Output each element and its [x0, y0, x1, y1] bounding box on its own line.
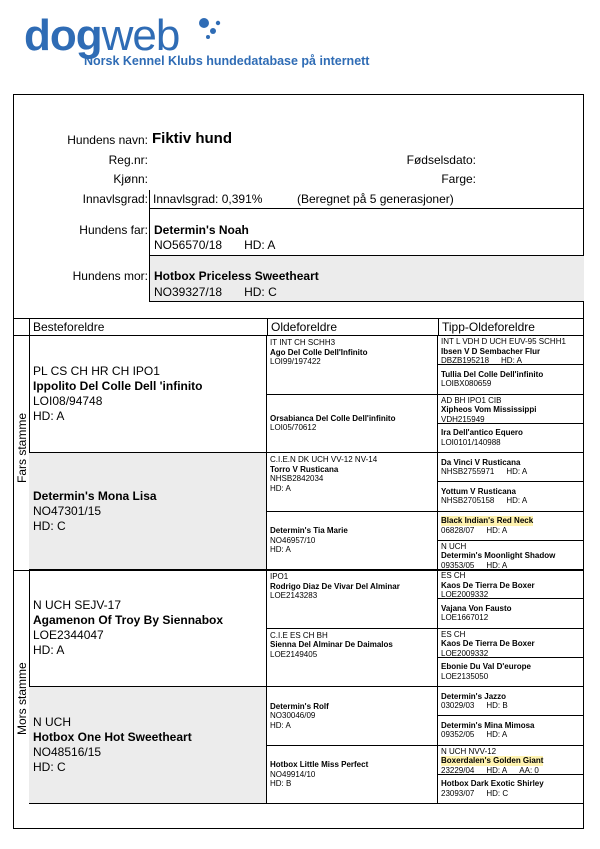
- grandparent-name[interactable]: Agamenon Of Troy By Siennabox: [33, 613, 224, 627]
- father-name[interactable]: Determin's Noah: [154, 223, 249, 237]
- great-great-grandparent-reg-line: [441, 649, 581, 658]
- aa-value: AA: 0: [519, 765, 539, 775]
- great-grandparent-name[interactable]: Determin's Tia Marie: [270, 526, 348, 535]
- grandparent-name[interactable]: Ippolito Del Colle Dell 'infinito: [33, 379, 203, 393]
- grandparent-cell[interactable]: [29, 453, 267, 570]
- great-grandparent-reg: LOE2149405: [270, 649, 318, 659]
- great-grandparent-cell[interactable]: [267, 629, 438, 688]
- great-great-grandparent-name[interactable]: Boxerdalen's Golden Giant: [441, 756, 544, 765]
- great-great-grandparent-name[interactable]: Ibsen V D Sembacher Flur: [441, 346, 541, 356]
- great-great-grandparent-reg-line: [441, 415, 581, 424]
- grandparent-title: PL CS CH HR CH IPO1: [33, 364, 160, 378]
- great-great-grandparent-name[interactable]: Determin's Jazzo: [441, 691, 507, 701]
- great-great-grandparent-reg-line: [441, 561, 581, 570]
- header-divider: [29, 318, 30, 336]
- hd-value: HD: B: [486, 701, 508, 711]
- great-great-grandparent-reg-line: [441, 730, 581, 740]
- great-grandparent-cell[interactable]: [267, 687, 438, 746]
- great-great-grandparent-cell[interactable]: [438, 453, 584, 482]
- great-great-grandparent-reg-line: [441, 467, 581, 477]
- great-grandparent-name[interactable]: Hotbox Little Miss Perfect: [270, 760, 369, 769]
- great-great-grandparent-reg-line: [441, 613, 581, 623]
- mother-reg-line: [154, 285, 277, 299]
- color-label: Farge:: [441, 172, 476, 186]
- reg-value: LOE2009332: [441, 648, 489, 658]
- great-grandparent-cell[interactable]: [267, 395, 438, 454]
- header-divider: [438, 318, 439, 336]
- mother-label: Hundens mor:: [72, 269, 148, 283]
- reg-value: NHSB2705158: [441, 496, 495, 506]
- dog-name: Fiktiv hund: [152, 130, 232, 147]
- grandparent-cell[interactable]: [29, 336, 267, 453]
- great-great-grandparent-cell[interactable]: [438, 629, 584, 658]
- great-grandparent-reg: NO46957/10: [270, 535, 316, 545]
- hd-value: HD: C: [486, 788, 509, 798]
- great-great-grandparent-reg-line: [441, 701, 581, 711]
- great-great-grandparent-cell[interactable]: [438, 687, 584, 716]
- reg-value: LOE2009332: [441, 590, 489, 599]
- grandparent-reg: NO48516/15: [33, 745, 102, 759]
- inbreeding-value: Innavlsgrad: 0,391%: [153, 192, 263, 206]
- hd-value: HD: A: [486, 765, 508, 775]
- great-great-grandparent-cell[interactable]: [438, 541, 584, 570]
- reg-value: NHSB2755971: [441, 467, 495, 477]
- hd-value: HD: A: [486, 525, 508, 535]
- great-great-grandparent-name[interactable]: Hotbox Dark Exotic Shirley: [441, 779, 544, 789]
- great-grandparent-hd: HD: A: [270, 483, 291, 493]
- great-great-grandparent-cell[interactable]: [438, 570, 584, 599]
- great-great-grandparent-name[interactable]: Determin's Moonlight Shadow: [441, 551, 556, 561]
- great-great-grandparent-title: N UCH: [441, 541, 467, 551]
- reg-value: LOIBX080659: [441, 379, 492, 389]
- great-great-grandparent-cell[interactable]: [438, 716, 584, 745]
- mother-box[interactable]: [149, 255, 584, 302]
- reg-value: 09353/05: [441, 560, 475, 570]
- great-great-grandparent-cell[interactable]: [438, 395, 584, 424]
- grandparent-reg: LOE2344047: [33, 628, 104, 642]
- great-great-grandparent-reg-line: [441, 438, 581, 448]
- reg-value: VDH215949: [441, 414, 485, 424]
- great-great-grandparent-cell[interactable]: [438, 365, 584, 394]
- reg-value: LOI0101/140988: [441, 437, 501, 447]
- great-great-grandparent-title: ES CH: [441, 629, 466, 639]
- great-great-grandparent-name[interactable]: Black Indian's Red Neck: [441, 516, 534, 526]
- father-reg-line: [154, 238, 275, 252]
- great-great-grandparent-title: INT L VDH D UCH EUV-95 SCHH1: [441, 337, 566, 346]
- logo-wordmark: [24, 11, 180, 60]
- fars-stamme-label: Fars stamme: [15, 412, 29, 483]
- reg-value: 03029/03: [441, 701, 475, 711]
- great-grandparent-reg: LOI05/70612: [270, 423, 317, 433]
- grandparent-hd: HD: C: [33, 760, 66, 774]
- great-grandparent-name[interactable]: Sienna Del Alminar De Daimalos: [270, 640, 393, 649]
- hd-value: HD: A: [486, 560, 508, 570]
- inbreed-divider: [149, 190, 150, 209]
- logo-word-dog: dog: [24, 11, 102, 60]
- grandparent-hd: HD: A: [33, 409, 65, 423]
- header-divider: [267, 318, 268, 336]
- great-great-grandparent-cell[interactable]: [438, 775, 584, 804]
- great-grandparent-reg: LOE2143283: [270, 591, 318, 600]
- great-grandparent-reg: NO49914/10: [270, 769, 316, 779]
- great-great-grandparent-title: AD BH IPO1 CIB: [441, 395, 502, 405]
- dog-name-label: Hundens navn:: [67, 133, 148, 147]
- hd-value: HD: A: [486, 730, 508, 740]
- father-box[interactable]: [149, 208, 584, 256]
- mother-hd: HD: C: [244, 285, 277, 299]
- great-great-grandparent-reg-line: [441, 672, 581, 682]
- inbreeding-note: (Beregnet på 5 generasjoner): [297, 192, 454, 206]
- great-grandparent-name[interactable]: Rodrigo Diaz De Vivar Del Alminar: [270, 581, 400, 591]
- reg-label: Reg.nr:: [108, 153, 148, 167]
- reg-value: 06828/07: [441, 525, 475, 535]
- grandparent-name[interactable]: Determin's Mona Lisa: [33, 488, 157, 503]
- reg-value: 23093/07: [441, 788, 475, 798]
- great-great-grandparent-cell[interactable]: [438, 512, 584, 541]
- great-grandparent-cell[interactable]: [267, 512, 438, 571]
- header-grandparents: Besteforeldre: [33, 320, 105, 334]
- great-great-grandparent-cell[interactable]: [438, 746, 584, 775]
- mother-name[interactable]: Hotbox Priceless Sweetheart: [154, 269, 319, 283]
- great-grandparent-reg: NO30046/09: [270, 711, 316, 720]
- great-great-grandparent-reg-line: [441, 356, 581, 365]
- grandparent-reg: NO47301/15: [33, 503, 102, 518]
- great-grandparent-title: C.I.E ES CH BH: [270, 630, 328, 640]
- great-great-grandparent-reg-line: [441, 496, 581, 506]
- grandparent-title: N UCH: [33, 715, 71, 729]
- grandparent-cell[interactable]: [29, 570, 267, 687]
- father-reg: NO56570/18: [154, 238, 223, 252]
- great-great-grandparent-cell[interactable]: [438, 599, 584, 628]
- birth-date-label: Fødselsdato:: [406, 153, 476, 167]
- header-great-grandparents: Oldeforeldre: [271, 320, 338, 334]
- logo-tagline: Norsk Kennel Klubs hundedatabase på internett: [84, 54, 370, 68]
- father-label: Hundens far:: [79, 223, 148, 237]
- great-great-grandparent-cell[interactable]: [438, 424, 584, 453]
- reg-value: LOE1667012: [441, 613, 489, 623]
- logo-word-web: web: [101, 11, 180, 60]
- great-great-grandparent-name[interactable]: Tullia Del Colle Dell'infinito: [441, 369, 544, 379]
- great-great-grandparent-name[interactable]: Xipheos Vom Mississippi: [441, 405, 537, 414]
- great-great-grandparent-name[interactable]: Vajana Von Fausto: [441, 603, 512, 613]
- great-great-grandparent-reg-line: [441, 766, 581, 775]
- reg-value: 09352/05: [441, 730, 475, 740]
- great-grandparent-cell[interactable]: [267, 746, 438, 805]
- mother-reg: NO39327/18: [154, 285, 223, 299]
- great-great-grandparent-name[interactable]: Ebonie Du Val D'europe: [441, 662, 531, 672]
- inbreeding-label: Innavlsgrad:: [82, 192, 148, 206]
- great-grandparent-reg: NHSB2842034: [270, 474, 324, 483]
- grandparent-hd: HD: A: [33, 643, 65, 657]
- great-grandparent-hd: HD: A: [270, 545, 291, 554]
- great-great-grandparent-reg-line: [441, 379, 581, 389]
- great-grandparent-cell[interactable]: [267, 336, 438, 395]
- great-grandparent-name[interactable]: Determin's Rolf: [270, 701, 329, 711]
- great-great-grandparent-cell[interactable]: [438, 482, 584, 511]
- great-great-grandparent-name[interactable]: Ira Dell'antico Equero: [441, 428, 523, 438]
- great-grandparent-cell[interactable]: [267, 453, 438, 512]
- great-great-grandparent-title: ES CH: [441, 571, 466, 580]
- reg-value: LOE2135050: [441, 671, 489, 681]
- great-great-grandparent-name[interactable]: Yottum V Rusticana: [441, 486, 516, 496]
- great-grandparent-name[interactable]: Orsabianca Del Colle Dell'infinito: [270, 413, 396, 423]
- great-grandparent-name[interactable]: Torro V Rusticana: [270, 464, 339, 474]
- hd-value: HD: A: [501, 356, 522, 365]
- great-grandparent-title: IT INT CH SCHH3: [270, 338, 336, 347]
- hd-value: HD: A: [506, 496, 528, 506]
- dogweb-logo[interactable]: [24, 11, 444, 74]
- great-grandparent-title: C.I.E.N DK UCH VV-12 NV-14: [270, 455, 378, 464]
- sex-label: Kjønn:: [113, 172, 148, 186]
- great-great-grandparent-cell[interactable]: [438, 336, 584, 365]
- great-great-grandparent-title: N UCH NVV-12: [441, 746, 497, 756]
- father-hd: HD: A: [244, 238, 276, 252]
- pedigree-table: [13, 318, 584, 804]
- great-great-grandparent-name[interactable]: Kaos De Tierra De Boxer: [441, 580, 535, 590]
- great-grandparent-reg: LOI99/197422: [270, 357, 321, 366]
- great-great-grandparent-cell[interactable]: [438, 658, 584, 687]
- grandparent-cell[interactable]: [29, 687, 267, 804]
- mors-stamme-label: Mors stamme: [15, 662, 29, 735]
- great-grandparent-name[interactable]: Ago Del Colle Dell'Infinito: [270, 347, 368, 357]
- great-grandparent-cell[interactable]: [267, 570, 438, 629]
- grandparent-reg: LOI08/94748: [33, 394, 103, 408]
- grandparent-title: N UCH SEJV-17: [33, 598, 122, 612]
- grandparent-hd: HD: C: [33, 518, 66, 533]
- reg-value: DBZB195218: [441, 356, 490, 365]
- hd-value: HD: A: [506, 467, 528, 477]
- great-great-grandparent-name[interactable]: Determin's Mina Mimosa: [441, 720, 535, 730]
- great-great-grandparent-reg-line: [441, 590, 581, 599]
- logo-dots-icon: [194, 14, 244, 54]
- header-great-great-grandparents: Tipp-Oldeforeldre: [442, 320, 535, 334]
- grandparent-name[interactable]: Hotbox One Hot Sweetheart: [33, 730, 192, 744]
- great-great-grandparent-name[interactable]: Da Vinci V Rusticana: [441, 457, 521, 467]
- great-great-grandparent-name[interactable]: Kaos De Tierra De Boxer: [441, 639, 535, 648]
- great-great-grandparent-reg-line: [441, 526, 581, 536]
- great-grandparent-hd: HD: A: [270, 720, 291, 730]
- reg-value: 23229/04: [441, 765, 475, 775]
- great-grandparent-title: IPO1: [270, 572, 289, 581]
- great-grandparent-hd: HD: B: [270, 779, 292, 788]
- great-great-grandparent-reg-line: [441, 789, 581, 799]
